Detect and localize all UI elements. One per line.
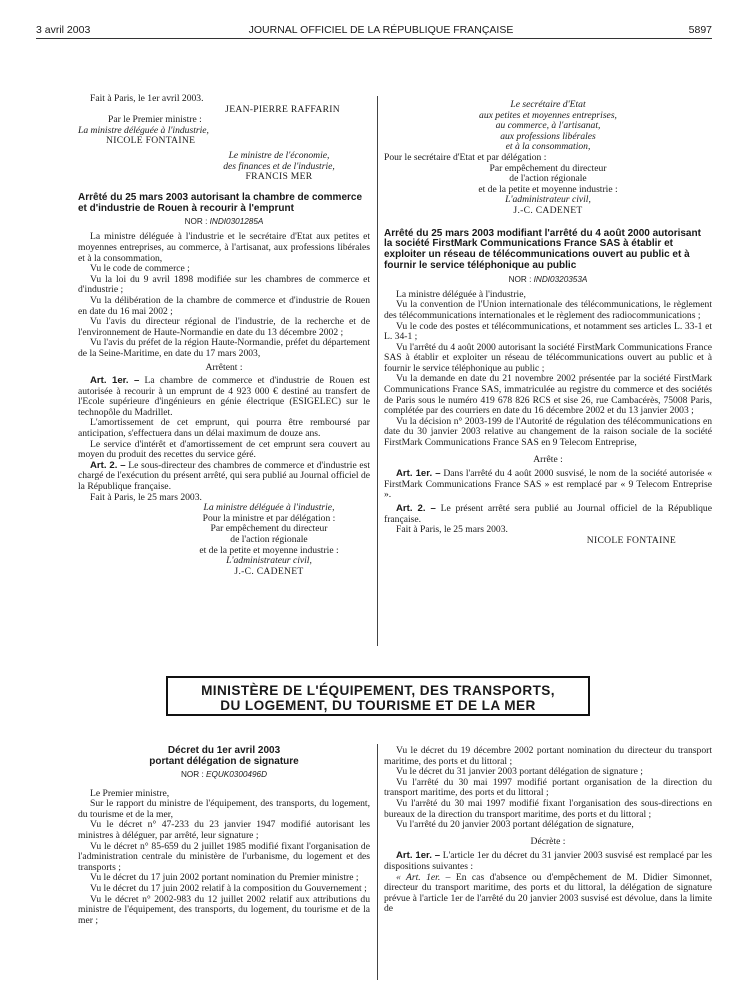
nor-label: NOR : (184, 217, 208, 227)
signature-line: Pour la ministre et par délégation : (202, 512, 336, 524)
running-head (36, 24, 712, 36)
article-label: Art. 1er. – (396, 850, 441, 862)
signature-line: aux professions libérales (500, 130, 596, 142)
visa-paragraph: Vu le décret du 17 juin 2002 portant nomination du Premier ministre ; (90, 872, 359, 884)
visa-paragraph: Vu l'arrêté du 4 août 2000 autorisant la société FirstMark Communications France SAS à établir et exploiter un réseau de télécommunications ouvert au public et à fournir le service téléphonique au public ; (384, 341, 712, 374)
article-text: L'article 1er du décret du 31 janvier 2003 susvisé est remplacé par les dispositions suivantes : (384, 850, 712, 872)
article-label: Art. 2. – (90, 459, 126, 471)
visa-paragraph: La ministre déléguée à l'industrie, (396, 288, 526, 300)
signature-line: et de la petite et moyenne industrie : (478, 183, 618, 195)
visa-paragraph: Vu le code des postes et télécommunications, et notamment ses articles L. 33-1 et L. 34-1 ; (384, 320, 712, 343)
signature-line: et de la petite et moyenne industrie : (199, 544, 339, 556)
running-head-journal: JOURNAL OFFICIEL DE LA RÉPUBLIQUE FRANÇAISE (248, 24, 514, 36)
arrete-rouen-arretent: Arrêtent : (205, 362, 243, 374)
signature-line: La ministre déléguée à l'industrie, (203, 502, 335, 514)
arrete-firstmark-title: Arrêté du 25 mars 2003 modifiant l'arrêté du 4 août 2000 autorisant la société FirstMark Communications France SAS à établir et exploiter un réseau de télécommunications ouvert au public et à fournir le service téléphonique au public (384, 227, 701, 271)
ministry-title-line-2: DU LOGEMENT, DU TOURISME ET DE LA MER (220, 698, 536, 713)
decret-title-1: Décret du 1er avril 2003 (167, 745, 281, 756)
column-divider-top (377, 96, 378, 646)
visa-paragraph: Vu l'avis du préfet de la région Haute-Normandie, préfet du département de la Seine-Maritime, en date du 17 mars 2003, (78, 337, 370, 359)
signature-minister-title: La ministre déléguée à l'industrie, (78, 124, 209, 136)
arrete-rouen-signature-block (78, 503, 370, 577)
visa-paragraph: Vu l'arrêté du 30 mai 1997 modifié portant organisation de la direction du transport maritime, des ports et du littoral ; (384, 776, 712, 799)
arrete-rouen-title: Arrêté du 25 mars 2003 autorisant la chambre de commerce et d'industrie de Rouen à recourir à l'emprunt (78, 191, 363, 214)
visa-paragraph: Vu la délibération de la chambre de commerce et d'industrie de Rouen en date du 16 mai 2002 ; (78, 294, 370, 317)
visa-paragraph: Vu le décret n° 85-659 du 2 juillet 1985 modifié fixant l'organisation de l'administration centrale du ministère de l'urbanisme, du logement et des transports ; (78, 840, 370, 873)
visa-paragraph: Vu l'arrêté du 20 janvier 2003 portant délégation de signature, (396, 819, 634, 831)
article-text: La chambre de commerce et d'industrie de Rouen est autorisée à recourir à un emprunt de 4 923 000 € destiné au transfert de l'Ecole supérieure d'ingénieurs en génie électrique (ESIGELEC) sur le technopôle du Madrillet. (78, 375, 371, 418)
visa-paragraph: Vu le code de commerce ; (90, 263, 190, 275)
visa-paragraph: Vu le décret du 31 janvier 2003 portant délégation de signature ; (396, 766, 643, 778)
signature-line: de l'action régionale (509, 173, 587, 185)
arrete-rouen-article-1 (78, 376, 370, 418)
signature-place-date: Fait à Paris, le 1er avril 2003. (90, 93, 204, 104)
nor-label: NOR : (508, 274, 532, 284)
header-rule (36, 38, 712, 39)
signature-line: Par empêchement du directeur (210, 523, 328, 535)
arrete-rouen-article-1-service: Le service d'intérêt et d'amortissement de cet emprunt sera couvert au moyen du produit des recettes du service géré. (78, 438, 370, 461)
article-text: Le présent arrêté sera publié au Journal officiel de la République française. (384, 503, 712, 525)
visa-paragraph: Vu le décret n° 47-233 du 23 janvier 1947 modifié autorisant les ministres à déléguer, par arrêté, leur signature ; (78, 819, 370, 841)
visa-paragraph: La ministre déléguée à l'industrie et le secrétaire d'Etat aux petites et moyennes entreprises, au commerce, à l'artisanat, aux professions libérales et à la consommation, (78, 231, 370, 264)
arrete-rouen-article-1-amortissement: L'amortissement de cet emprunt, qui pourra être remboursé par anticipation, s'effectuera dans un délai maximum de douze ans. (78, 417, 370, 440)
decret-article-1 (384, 851, 712, 872)
running-head-page-number: 5897 (688, 24, 712, 36)
signature-par-premier-ministre: Par le Premier ministre : (108, 114, 202, 126)
article-text: Le sous-directeur des chambres de commerce et d'industrie est chargé de l'exécution du présent arrêté, qui sera publié au Journal officiel de la République française. (78, 459, 371, 492)
nor-code: EQUK0300496D (206, 769, 268, 779)
visa-paragraph: Vu la décision n° 2003-199 de l'Autorité de régulation des télécommunications en date du 30 janvier 2003 relative au changement de la raison sociale de la société FirstMark Communications France SAS en 9 Telecom Entreprise, (384, 415, 712, 449)
decret-visas-right (384, 746, 712, 831)
signature-line: au commerce, à l'artisanat, (495, 120, 601, 132)
arrete-firstmark-arrete: Arrête : (533, 453, 563, 465)
signature-line: J.-C. CADENET (234, 565, 304, 577)
signature-line: L'administrateur civil, (505, 194, 591, 206)
signature-prime-minister: JEAN-PIERRE RAFFARIN (225, 103, 340, 115)
column-left-top (78, 94, 370, 577)
nor-code: INDI0301285A (209, 217, 264, 227)
signature-line: Par empêchement du directeur (489, 162, 607, 174)
signature-pour-secretaire: Pour le secrétaire d'Etat et par délégation : (384, 151, 547, 163)
visa-paragraph: Le Premier ministre, (90, 787, 170, 799)
signature-line: L'administrateur civil, (226, 555, 312, 567)
arrete-rouen-visas (78, 232, 370, 359)
arrete-firstmark-fait: Fait à Paris, le 25 mars 2003. (396, 524, 508, 536)
arrete-firstmark-signature: NICOLE FONTAINE (586, 534, 676, 546)
ministry-header-box (166, 676, 590, 716)
visa-paragraph: Vu le décret du 17 juin 2002 relatif à la composition du Gouvernement ; (90, 882, 367, 894)
running-head-date: 3 avril 2003 (36, 24, 91, 36)
decret-article-1-quote (384, 873, 712, 915)
signature-line: Le secrétaire d'Etat (510, 99, 586, 110)
visa-paragraph: Vu la loi du 9 avril 1898 modifiée sur les chambres de commerce et d'industrie ; (78, 273, 370, 296)
visa-paragraph: Vu la convention de l'Union internationale des télécommunications, le règlement des télécommunications internationales et le règlement des radiocommunications ; (384, 299, 712, 321)
arrete-firstmark-nor (384, 275, 712, 284)
visa-paragraph: Vu l'avis du directeur régional de l'industrie, de la recherche et de l'environnement de Haute-Normandie en date du 13 décembre 2002 ; (78, 316, 370, 338)
article-label: Art. 2. – (396, 503, 436, 514)
signature-secretary-delegation (384, 164, 712, 217)
arrete-firstmark-article-2 (384, 504, 712, 525)
article-text: Dans l'arrêté du 4 août 2000 susvisé, le nom de la société autorisée « FirstMark Communications France SAS » est remplacé par « 9 Telecom Entreprise ». (384, 468, 712, 501)
signature-secretary-block (384, 100, 712, 153)
signature-economy-name: FRANCIS MER (245, 171, 313, 183)
arrete-rouen-fait: Fait à Paris, le 25 mars 2003. (90, 491, 202, 503)
visa-paragraph: Sur le rapport du ministre de l'équipement, des transports, du logement, du tourisme et de la mer, (78, 798, 370, 820)
arrete-rouen-nor (78, 217, 370, 226)
signature-line: de l'action régionale (230, 533, 308, 545)
decret-nor (78, 770, 370, 779)
visa-paragraph: Vu l'arrêté du 30 mai 1997 modifié fixant l'organisation des sous-directions en bureaux de la direction du transport maritime, des ports et du littoral ; (384, 797, 712, 820)
signature-economy-title-1: Le ministre de l'économie, (228, 149, 330, 161)
visa-paragraph: Vu le décret du 19 décembre 2002 portant nomination du directeur du transport maritime, des ports et du littoral ; (384, 745, 712, 767)
decret-column-left (78, 746, 370, 926)
column-divider-bottom (377, 744, 378, 980)
signature-line: J.-C. CADENET (513, 204, 583, 216)
article-label: Art. 1er. – (90, 375, 140, 387)
decret-column-right (384, 746, 712, 915)
ministry-title-line-1: MINISTÈRE DE L'ÉQUIPEMENT, DES TRANSPORTS, (201, 683, 555, 698)
article-text: En cas d'absence ou d'empêchement de M. Didier Simonnet, directeur du transport maritime, des ports et du littoral, la délégation de signature prévue à l'article 1er de l'arrêté du 20 janvier 2003 susvisé est dévolue, dans la limite de (384, 871, 712, 915)
nor-code: INDI0320353A (533, 274, 588, 284)
nor-label: NOR : (180, 769, 204, 779)
article-label: « Art. 1er. – (396, 871, 451, 883)
arrete-firstmark-visas (384, 290, 712, 449)
decret-visas-left (78, 789, 370, 927)
visa-paragraph: Vu le décret n° 2002-983 du 12 juillet 2002 relatif aux attributions du ministre de l'équipement, des transports, du logement, du tourisme et de la mer ; (78, 893, 370, 926)
article-label: Art. 1er. – (396, 468, 441, 480)
visa-paragraph: Vu la demande en date du 21 novembre 2002 présentée par la société FirstMark Communications France SAS, immatriculée au registre du commerce et des sociétés de Paris sous le numéro 419 678 826 RCS et sise 26, rue Cambacérès, 75008 Paris, complétée par des courriers en date du 16 décembre 2002 et du 13 janvier 2003 ; (384, 373, 712, 417)
signature-line: et à la consommation, (505, 141, 591, 153)
decret-decrete: Décrète : (530, 835, 566, 847)
column-right-top (384, 100, 712, 546)
signature-line: aux petites et moyennes entreprises, (479, 109, 617, 121)
decret-title-2: portant délégation de signature (149, 755, 299, 767)
arrete-firstmark-article-1 (384, 469, 712, 501)
arrete-rouen-article-2 (78, 461, 370, 493)
signature-minister-name: NICOLE FONTAINE (106, 135, 196, 147)
signature-economy-title-2: des finances et de l'industrie, (223, 160, 335, 172)
